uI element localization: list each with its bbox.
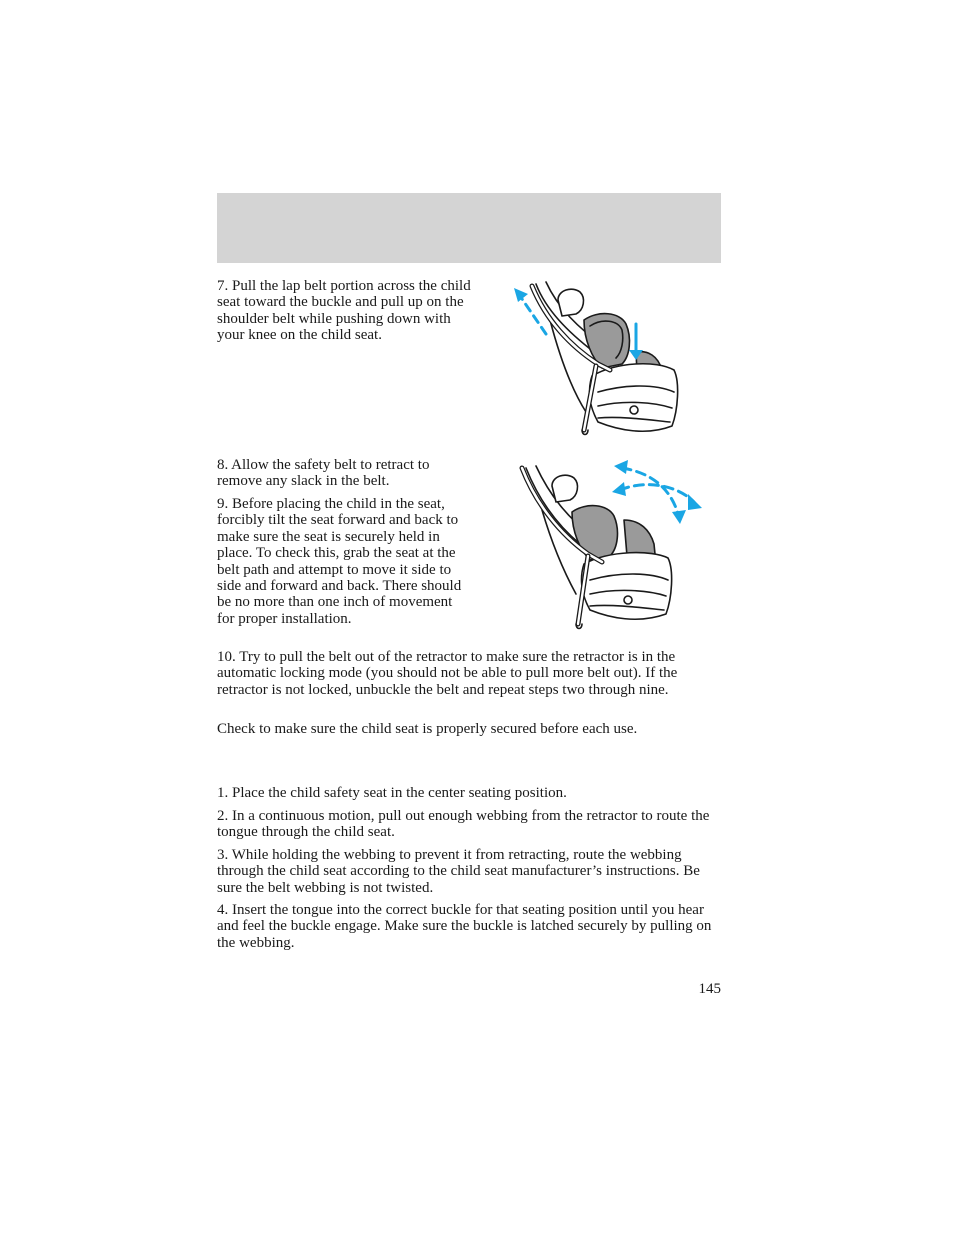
step-7-text: 7. Pull the lap belt portion across the child seat toward the buckle and pull up on the shoulder belt while pushing down with your knee on the child seat. xyxy=(217,278,471,344)
bottom-step-2-text: 2. In a continuous motion, pull out enough webbing from the retractor to route the tongue through the child seat. xyxy=(217,808,710,841)
section-header-band xyxy=(217,193,721,263)
child-seat-belt-tighten-illustration xyxy=(506,280,682,442)
bottom-step-1-text: 1. Place the child safety seat in the center seating position. xyxy=(217,785,567,801)
child-seat-tilt-check-illustration xyxy=(516,458,706,634)
bottom-step-4-text: 4. Insert the tongue into the correct buckle for that seating position until you hear and feel the buckle engage. Make sure the buckle is latched securely by pulling on the webbing. xyxy=(217,902,712,951)
step-9-text: 9. Before placing the child in the seat, forcibly tilt the seat forward and back to make sure the seat is securely held in place. To check this, grab the seat at the belt path and attempt to move it side to side and forward and back. There should be no more than one inch of movement for proper installation. xyxy=(217,496,462,627)
step-8-text: 8. Allow the safety belt to retract to remove any slack in the belt. xyxy=(217,457,430,490)
bottom-step-3-text: 3. While holding the webbing to prevent it from retracting, route the webbing through the child seat according to the child seat manufacturer’s instructions. Be sure the belt webbing is not twisted. xyxy=(217,847,700,896)
step-10-text: 10. Try to pull the belt out of the retractor to make sure the retractor is in the automatic locking mode (you should not be able to pull more belt out). If the retractor is not locked, unbuckle the belt and repeat steps two through nine. xyxy=(217,649,678,698)
check-secured-text: Check to make sure the child seat is properly secured before each use. xyxy=(217,721,638,737)
page-number: 145 xyxy=(698,981,721,997)
